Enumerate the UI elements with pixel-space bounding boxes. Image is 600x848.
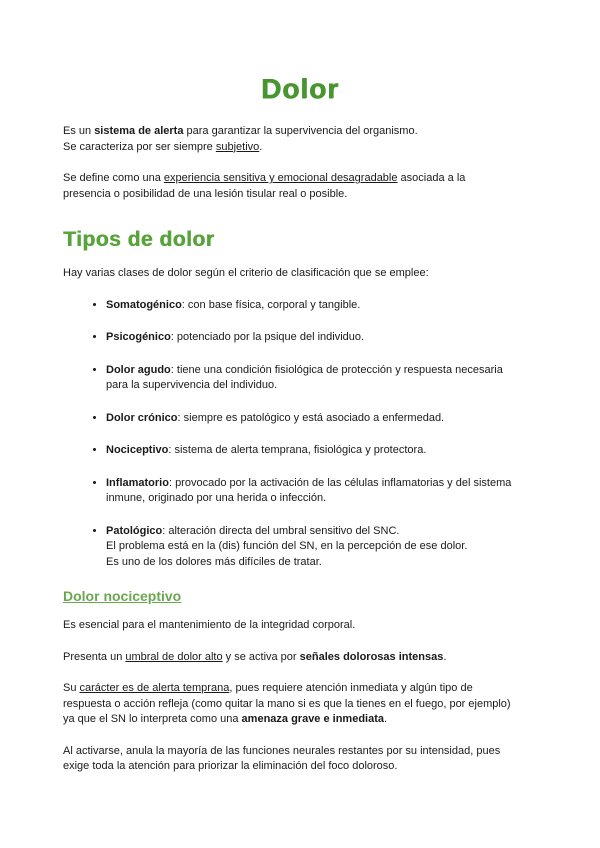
paragraph <box>63 744 583 775</box>
text-run: El problema está en la (dis) función del SN, en la percepción de ese dolor. <box>106 540 468 552</box>
bold-text: Dolor agudo <box>106 363 171 376</box>
text-run: respuesta o acción refleja (como quitar la mano si es que la tienes en el fuego, por ejemplo) <box>63 697 511 710</box>
text-run: Es uno de los dolores más difíciles de tratar. <box>106 555 322 568</box>
bold-text: Somatogénico <box>106 298 182 311</box>
document-title: Dolor <box>260 73 340 104</box>
text-run: Al activarse, anula la mayoría de las funciones neurales restantes por su intensidad, pues <box>63 744 501 757</box>
text-run: : siempre es patológico y está asociado a enfermedad. <box>177 411 445 424</box>
paragraph <box>63 618 583 634</box>
bullet-list <box>63 298 583 571</box>
underlined-text: umbral de dolor alto <box>125 650 223 663</box>
paragraph <box>63 266 583 282</box>
bold-text: Psicogénico <box>106 331 171 343</box>
text-run: Se define como una <box>63 172 164 184</box>
paragraph <box>63 681 583 728</box>
text-run: presencia o posibilidad de una lesión tisular real o posible. <box>63 187 348 200</box>
text-run: Es esencial para el mantenimiento de la integridad corporal. <box>63 619 356 631</box>
text-run: para la supervivencia del individuo. <box>106 379 278 391</box>
text-run: ya que el SN lo interpreta como una <box>63 713 242 725</box>
bold-text: Nociceptivo <box>106 444 169 456</box>
underlined-text: experiencia sensitiva y emocional desagradable <box>163 172 398 184</box>
text-run: . <box>259 140 263 153</box>
text-run: Su <box>63 682 80 694</box>
text-run: : con base física, corporal y tangible. <box>181 298 361 311</box>
text-run: para garantizar la supervivencia del organismo. <box>183 125 418 137</box>
section-heading: Tipos de dolor <box>63 228 215 251</box>
text-run: asociada a la <box>397 172 466 184</box>
text-run: : sistema de alerta temprana, fisiológica y protectora. <box>168 444 427 456</box>
paragraph <box>63 124 583 155</box>
text-run: Hay varias clases de dolor según el criterio de clasificación que se emplee: <box>63 267 429 279</box>
list-item <box>106 363 583 394</box>
list-item <box>106 298 583 314</box>
text-run: : alteración directa del umbral sensitivo del SNC. <box>162 524 400 537</box>
document-body <box>63 124 583 775</box>
text-run: Es un <box>63 125 95 137</box>
list-item <box>106 411 583 427</box>
bold-text: señales dolorosas intensas <box>299 650 444 663</box>
text-run: Presenta un <box>63 650 126 663</box>
paragraph <box>63 171 583 202</box>
text-run: Se caracteriza por ser siempre <box>63 140 216 153</box>
list-item <box>106 330 583 346</box>
text-run: . <box>443 650 447 663</box>
bold-text: amenaza grave e inmediata <box>241 713 385 725</box>
list-item <box>106 524 583 571</box>
text-run: , pues requiere atención inmediata y algún tipo de <box>229 682 473 694</box>
text-run: : tiene una condición fisiológica de protección y respuesta necesaria <box>170 363 503 376</box>
list-item <box>106 443 583 459</box>
list-item <box>106 476 583 507</box>
bold-text: Patológico <box>106 524 163 537</box>
text-run: . <box>384 713 388 725</box>
text-run: : potenciado por la psique del individuo. <box>170 331 365 343</box>
bold-text: sistema de alerta <box>94 125 184 137</box>
paragraph <box>63 650 583 666</box>
text-run: : provocado por la activación de las células inflamatorias y del sistema <box>168 476 512 489</box>
subsection-heading: Dolor nociceptivo <box>63 588 182 604</box>
text-run: y se activa por <box>222 650 300 663</box>
bold-text: Inflamatorio <box>106 476 169 489</box>
text-run: exige toda la atención para priorizar la eliminación del foco doloroso. <box>63 760 398 772</box>
underlined-text: carácter es de alerta temprana <box>79 682 230 694</box>
text-run: inmune, originado por una herida o infección. <box>106 492 327 504</box>
underlined-text: subjetivo <box>215 140 260 153</box>
bold-text: Dolor crónico <box>106 411 178 424</box>
